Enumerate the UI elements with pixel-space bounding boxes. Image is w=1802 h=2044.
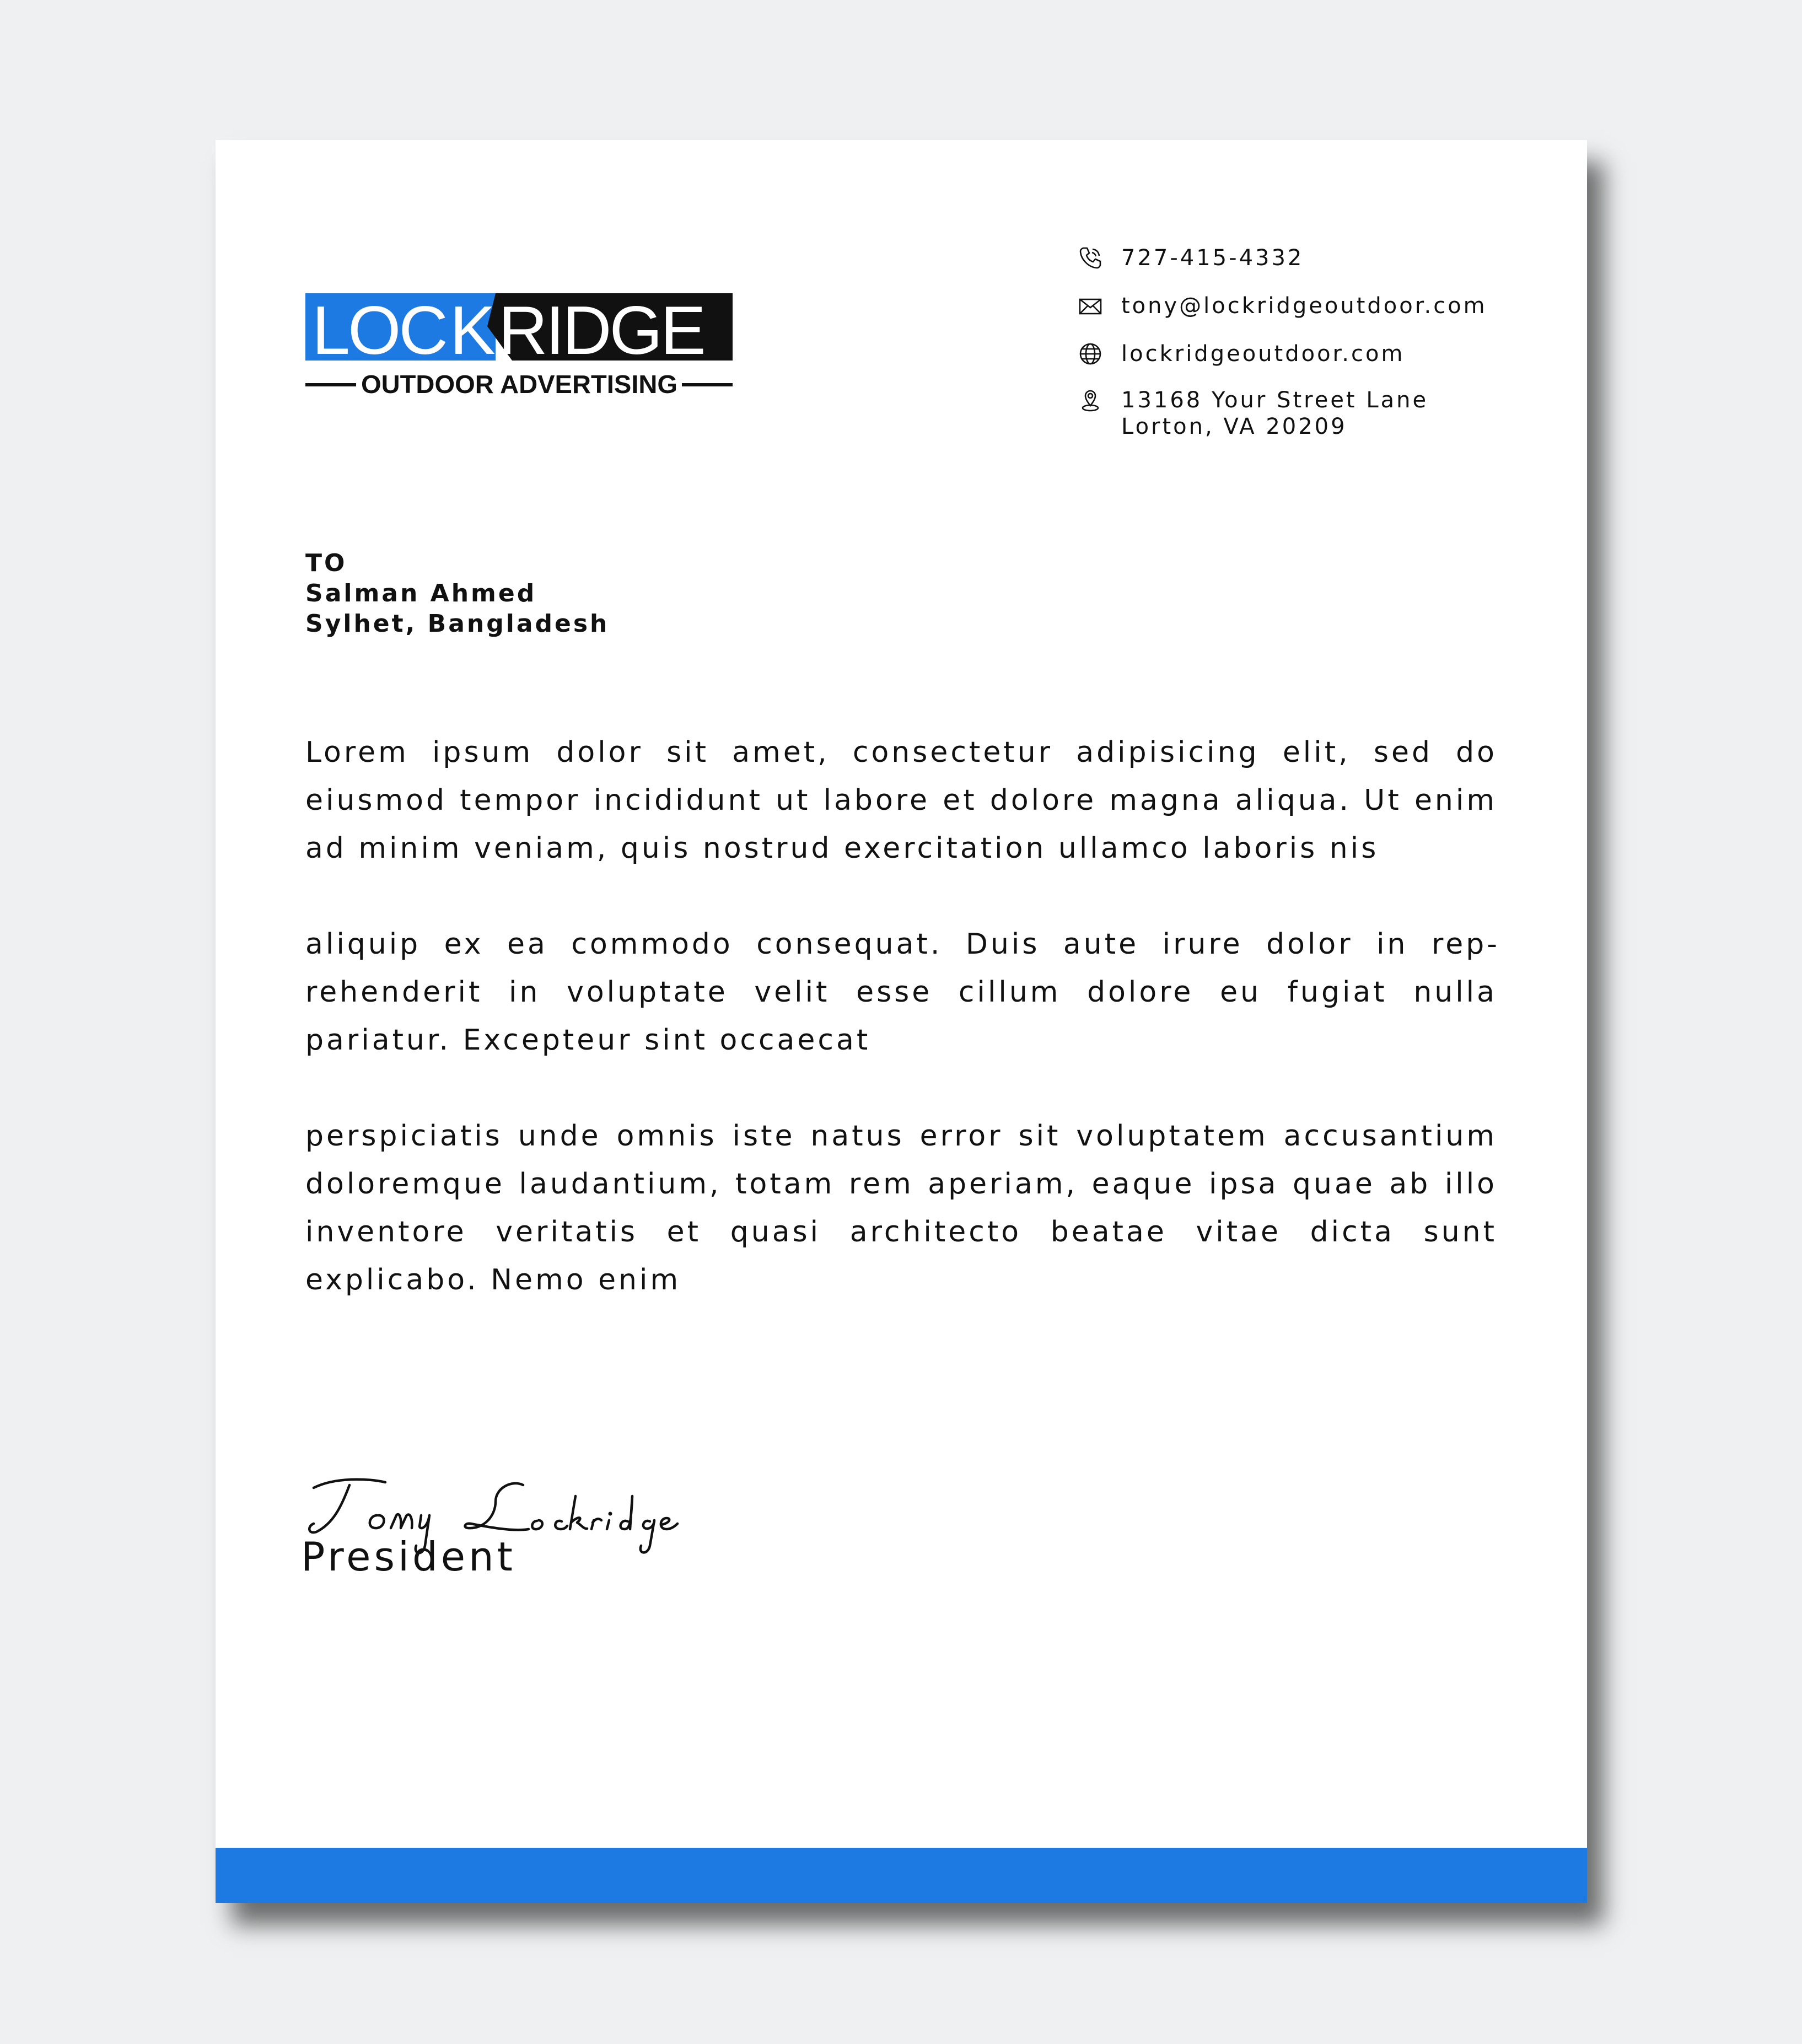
recipient-location: Sylhet, Bangladesh — [305, 610, 610, 638]
contact-website-row — [1077, 341, 1405, 367]
phone-icon — [1077, 245, 1104, 271]
tagline-line-left — [305, 383, 356, 386]
logo-text-ridge: RIDGE — [498, 293, 704, 369]
address-line-1: 13168 Your Street Lane — [1121, 388, 1429, 413]
recipient-name: Salman Ahmed — [305, 579, 537, 607]
letterhead-page — [216, 140, 1587, 1903]
recipient-label: TO — [305, 549, 347, 577]
address-line-2: Lorton, VA 20209 — [1121, 414, 1347, 439]
logo-text-loc: LOC — [312, 293, 446, 369]
signature-title: President — [301, 1534, 516, 1580]
logo-text-k: K — [450, 293, 496, 369]
contact-website[interactable]: lockridgeoutdoor.com — [1121, 341, 1405, 367]
body-paragraph: aliquip ex ea commodo consequat. Duis aute irure dolor in reprehenderit in voluptate velit esse cillum dolore eu fugiat nulla pariatur. Excepteur sint occaecat — [305, 928, 1497, 1057]
logo-tagline: OUTDOOR ADVERTISING — [361, 370, 677, 399]
body-paragraph: Lorem ipsum dolor sit amet, consectetur adipisicing elit, sed do eiusmod tempor incididunt ut labore et dolore magna aliqua. Ut enim ad minim veniam, quis nostrud exercitation ullamco laboris nis — [305, 736, 1497, 865]
body-paragraph: perspiciatis unde omnis iste natus error sit voluptatem accusantium doloremque laudantium, totam rem aperiam, eaque ipsa quae ab illo inventore veritatis et quasi architecto beatae vitae dicta sunt explicabo. Nemo enim — [305, 1120, 1497, 1297]
contact-email[interactable]: tony@lockridgeoutdoor.com — [1121, 293, 1487, 319]
location-pin-icon — [1077, 387, 1104, 413]
contact-address-row — [1077, 387, 1428, 440]
recipient-block — [305, 548, 609, 639]
contact-phone-row — [1077, 245, 1304, 271]
contact-email-row — [1077, 293, 1487, 319]
tagline-line-right — [682, 383, 733, 386]
contact-address — [1121, 387, 1428, 440]
mail-icon — [1077, 293, 1104, 319]
letter-body — [305, 729, 1497, 1352]
contact-phone[interactable]: 727-415-4332 — [1121, 245, 1304, 271]
globe-icon — [1077, 341, 1104, 367]
footer-accent-bar — [216, 1848, 1587, 1903]
company-logo — [305, 293, 733, 401]
